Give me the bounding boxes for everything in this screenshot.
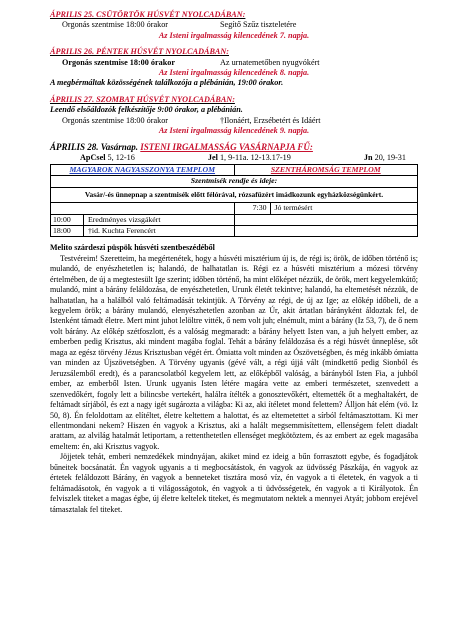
mass-time: Orgonás szentmise 18:00 órakor	[62, 20, 169, 30]
table-row	[51, 225, 417, 236]
reading-3: Jn 20, 19-31	[363, 152, 406, 162]
mass-time: Orgonás szentmise 18:00 órakor	[62, 57, 176, 67]
order-title: Szentmisék rendje és ideje:	[190, 176, 278, 186]
mass-time: Orgonás szentmise 18:00 órakor	[62, 115, 169, 125]
novena-note: Az Isteni irgalmasság kilencedének 9. napja.	[158, 126, 310, 136]
church-left: MAGYAROK NAGYASSZONYA TEMPLOM	[51, 165, 235, 175]
day-section-27	[50, 95, 418, 137]
heading-text: ÁPRILIS 25. CSÜTÖRTÖK HÚSVÉT NYOLCADÁBAN:	[50, 10, 246, 19]
date-label: ÁPRILIS 28. Vasárnap.	[50, 142, 139, 153]
day-heading	[50, 47, 418, 57]
bulletin-page	[50, 10, 418, 515]
mass-time: 18:00	[51, 226, 84, 236]
reading-2: Jel 1, 9-11a. 12-13.17-19	[207, 152, 291, 162]
mass-intention: Eredményes vizsgákért	[88, 214, 161, 224]
mass-intention: Jó termésért	[274, 203, 313, 213]
table-row	[51, 214, 417, 225]
day-heading	[50, 10, 418, 20]
mass-line	[50, 58, 418, 68]
mass-time: 7:30	[235, 203, 271, 213]
novena-note: Az Isteni irgalmasság kilencedének 7. napja.	[158, 30, 310, 40]
table-header-row	[51, 165, 417, 175]
table-row	[51, 187, 417, 202]
mass-intention: †Ilonáért, Erzsébetért és Idáért	[220, 115, 321, 125]
mass-time: 10:00	[51, 215, 84, 225]
table-row	[51, 202, 417, 213]
heading-text: ÁPRILIS 26. PÉNTEK HÚSVÉT NYOLCADÁBAN:	[50, 47, 230, 57]
table-row	[51, 175, 417, 186]
day-section-26	[50, 47, 418, 89]
mass-intention: Segítő Szűz tiszteletére	[220, 20, 297, 30]
feast-name: ISTENI IRGALMASSÁG VASÁRNAPJA FŰ:	[140, 142, 313, 153]
homily-excerpt	[50, 243, 418, 515]
day-section-28	[50, 142, 418, 162]
mass-line	[50, 20, 418, 30]
homily-title: Melito szárdeszi püspök húsvéti szentbeszédéből	[50, 243, 215, 253]
reading-1: ApCsel 5, 12-16	[80, 152, 135, 162]
mass-line	[50, 116, 418, 126]
rosary-notice: Vasár/-és ünnepnap a szentmisék előtt félórával, rózsafüzért imádkozunk egyházközségünkért.	[84, 189, 384, 199]
day-heading	[50, 95, 418, 105]
church-right: SZENTHÁROMSÁG TEMPLOM	[270, 164, 381, 174]
mass-intention: †id. Kuchta Ferencért	[88, 225, 156, 235]
sunday-heading	[50, 142, 418, 152]
event-note: A megbérmáltak közösségének találkozója a plébánián, 19:00 órakor.	[50, 78, 284, 88]
mass-intention: Az urnatemetőben nyugvókért	[220, 57, 320, 67]
homily-paragraph: Testvéreim! Szeretteim, ha megértenétek, hogy a húsvéti misztérium új is, de régi is; örök, de időben történő is; mulandó, de enyészhetetlen is; halandó, de halhatatlan is. Régi ez a húsvéti misztérium a mózesi törvény értelmében, de új a megtestesült Ige szerint; időben történő, ha mint előképet nézzük, de örök, mert kegyelemkútő; mulandó, mint a bárány feláldozása, de enyészhetetlen, Urunk életét tekintve; halandó, ha eltemetését nézzük, de halhatatlan, ha a halálból való feltámadását tekintjük. A Törvény az régi, de új az Ige; az előkép időbeli, de a kegyelem örök; a bárány mulandó, elenyészhetetlen azonban az Úr, akit ártatlan bárányként áldoztak fel, de Istenként támadt életre. Mert mint juhot lelöltre vitték, ő nem volt juh; elnémult, mint a bárány (Iz 53, 7), de ő nem volt bárány. Az előkép szétfoszlott, és a valóság megmaradt: a bárány helyett Isten van, a juh helyett ember, az emberben pedig Krisztus, aki mindent magába foglal. Tehát a bárány feláldozása és a régi húsvét ünneplése, sőt maga az egész törvény Jézus Krisztusban végét ért. Ómiatta volt minden az Ószövetségben, és még inkább ómiatta van minden az Újszövetségben. A Törvény ugyanis (gévé vált, a régi újjá vált (mindkettő pedig Sionból és Jeruzsálemből eredt), és a parancsolatból kegyelem lett, az előképből valóság, a bárányból Isten Fia, a juhból ember, az emberből Isten. Urunk ugyanis Isten létére magára vette az emberi természetet, szenvedett a szenvedőkért, fogoly lett a bilincsbe vertekért, halálra ítélték a gonosztevőkért, eltemették őt a meghaltakért, de feltámadt sírjából, és ezt a nagy igét sugározta a világba: Ki az, aki ítéletet mond felettem? Álljon hát elém (vö. Iz 50, 8). Én feloldottam az elítéltet, életre keltettem a halottat, és az eltemetettet a sírból feltámasztottam. Ki mer ellentmondani nekem? Hiszen én vagyok a Krisztus, aki a halált megsemmisítettem, ellenségem felett diadalt arattam, az alvilág hatalmát letiportam, a rettenthetetlen ellenséget megkötöztem, és az embert az egek magasába emeltem: én, aki Krisztus vagyok.	[50, 253, 418, 451]
heading-text: ÁPRILIS 27. SZOMBAT HÚSVÉT NYOLCADÁBAN:	[50, 94, 235, 104]
event-note: Leendő elsőáldozók felkészítője 9:00 órakor, a plébánián.	[50, 105, 243, 115]
readings-row	[50, 153, 418, 163]
homily-paragraph: Jöjjetek tehát, emberi nemzedékek mindnyájan, akiket mind ez ideig a bűn forrasztott egybe, és fogadjátok bűneitek bocsánatát. Én vagyok ugyanis a ti megbocsátástok, én vagyok az üdvösség Pászkája, én vagyok az értetek feláldozott Bárány, én vagyok a benneteket tisztára mosó víz, én vagyok a ti életetek, én vagyok a ti feltámadásotok, én vagyok a ti világosságotok, én vagyok a ti üdvösségetek, én vagyok a ti Királyotok. Én felviszlek titeket a magas égbe, új életre keltelek titeket, és megmutatom nektek a mennyei Atyát; jobbom erejével támasztalak fel titeket.	[50, 452, 418, 514]
day-section-25	[50, 10, 418, 41]
mass-schedule-table	[50, 164, 418, 237]
novena-note: Az Isteni irgalmasság kilencedének 8. napja.	[158, 68, 310, 78]
